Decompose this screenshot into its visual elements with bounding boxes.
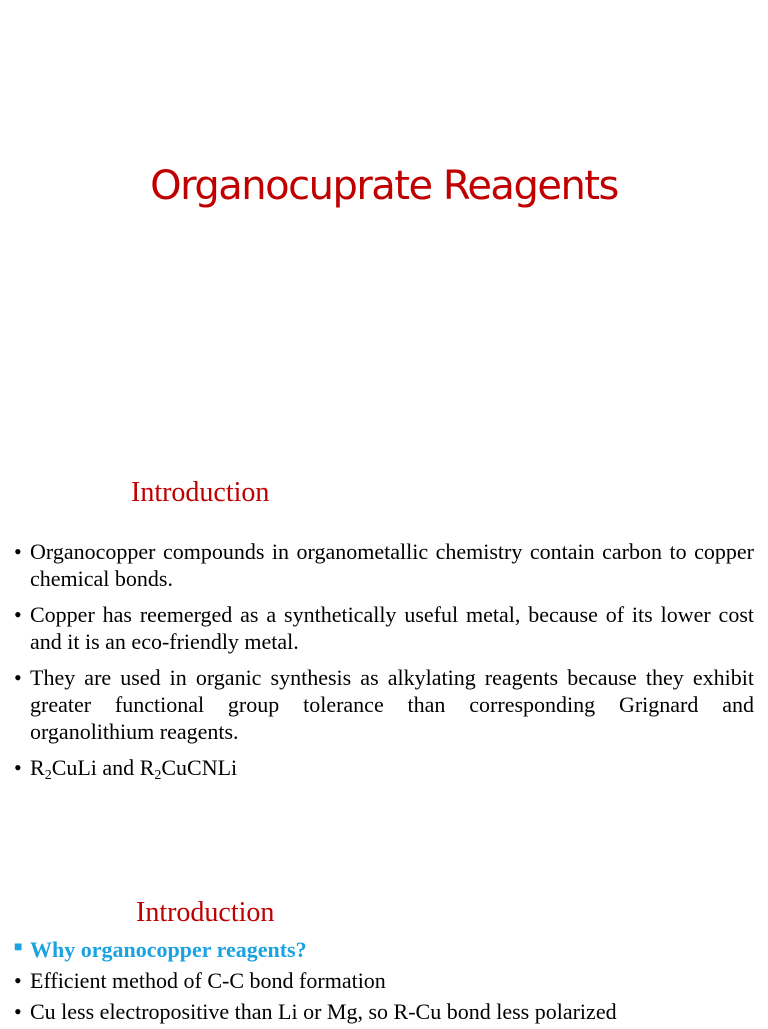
bullet-icon: • <box>14 999 22 1024</box>
bullet-icon: • <box>14 968 22 993</box>
bullet-list <box>14 936 754 1029</box>
bullet-icon: • <box>14 539 22 564</box>
list-item: • Efficient method of C-C bond formation <box>14 968 386 993</box>
slide-introduction-2 <box>0 840 768 1024</box>
formula-item: • $R_2CuLi$ and $R_2CuCNLi$ <box>14 755 238 783</box>
question-item: ■ Why organocopper reagents? <box>14 936 754 963</box>
bullet-icon: • <box>14 755 22 780</box>
bullet-icon: • <box>14 602 22 627</box>
slide-introduction <box>0 420 768 840</box>
square-bullet-icon: ■ <box>14 940 23 955</box>
list-item: • They are used in organic synthesis as alkylating reagents because they exhibit greater functional group tolerance than corresponding Grignard and organolithium reagents. <box>14 665 754 744</box>
list-item: • Cu less electropositive than Li or Mg, so R-Cu bond less polarized <box>14 999 617 1024</box>
list-item: • Organocopper compounds in organometallic chemistry contain carbon to copper chemical bonds. <box>14 539 754 591</box>
section-heading: Introduction <box>136 897 275 928</box>
list-item: • Copper has reemerged as a synthetically useful metal, because of its lower cost and it is an eco-friendly metal. <box>14 602 754 654</box>
page-title: Organocuprate Reagents <box>150 163 618 209</box>
bullet-icon: • <box>14 665 22 690</box>
slide-title <box>0 0 768 420</box>
section-heading: Introduction <box>131 477 270 508</box>
bullet-list <box>14 538 754 790</box>
